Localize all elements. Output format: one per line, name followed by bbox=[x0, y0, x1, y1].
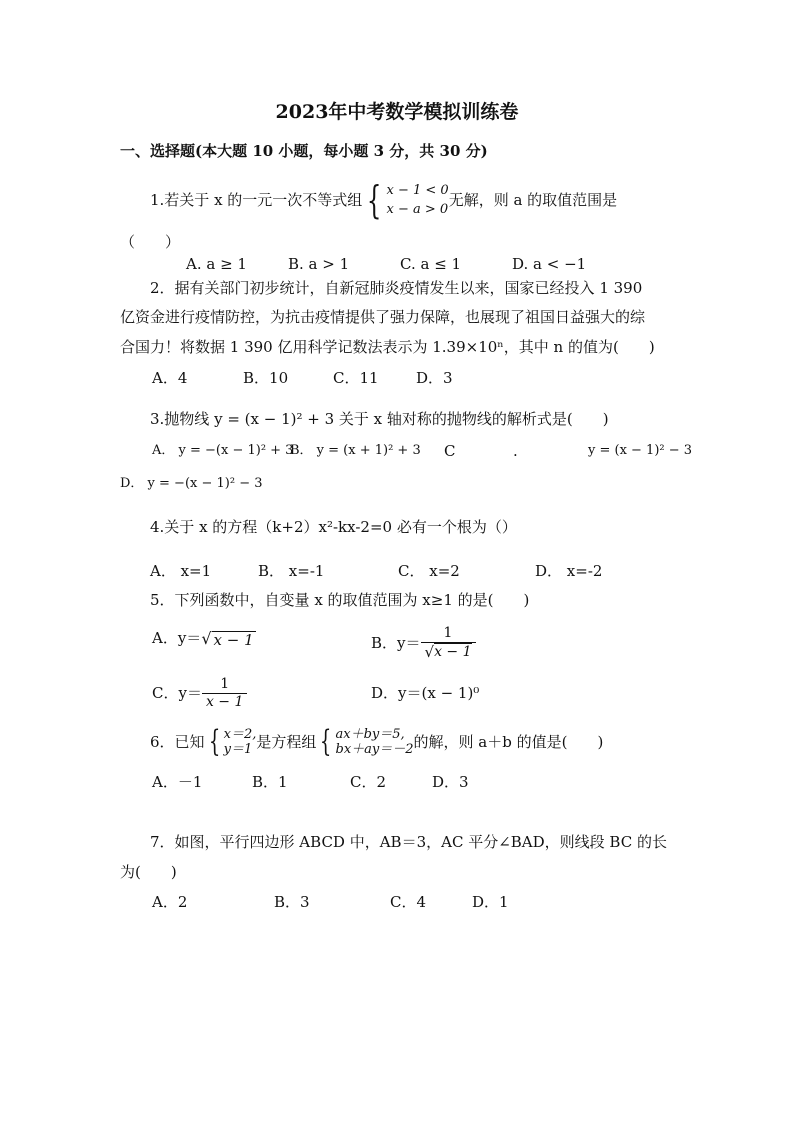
q5-option-d[interactable]: D．y＝(x − 1)⁰ bbox=[371, 684, 480, 702]
q6-equation-system bbox=[316, 724, 414, 759]
q1-text-post: 无解，则 a 的取值范围是 bbox=[448, 191, 618, 209]
brace-icon: { bbox=[208, 724, 220, 759]
q6-sol-y: y＝1 bbox=[223, 742, 253, 757]
q1-option-c[interactable]: C. a ≤ 1 bbox=[400, 255, 462, 273]
q4-stem: 4.关于 x 的方程（k+2）x²-kx-2=0 必有一个根为（） bbox=[150, 518, 517, 536]
q6-option-b[interactable]: B．1 bbox=[252, 773, 288, 791]
q1-ineq-1: x − 1 < 0 bbox=[386, 183, 449, 198]
q5-a-radicand: x − 1 bbox=[213, 631, 254, 649]
q6-text-mid: 是方程组 bbox=[256, 733, 317, 751]
q7-option-b[interactable]: B．3 bbox=[274, 893, 310, 911]
q2-option-a[interactable]: A．4 bbox=[152, 369, 188, 387]
q2-line-3: 合国力！将数据 1 390 亿用科学记数法表示为 1.39×10ⁿ，其中 n 的值为( ) bbox=[120, 338, 655, 356]
q5-b-numerator: 1 bbox=[443, 625, 453, 641]
q4-option-b[interactable]: B． x=-1 bbox=[258, 562, 325, 580]
q5-b-prefix: B．y＝ bbox=[371, 634, 421, 652]
q5-a-prefix: A．y＝ bbox=[152, 629, 202, 647]
q1-option-b[interactable]: B. a > 1 bbox=[288, 255, 350, 273]
q3-stem: 3.抛物线 y = (x − 1)² + 3 关于 x 轴对称的抛物线的解析式是( ) bbox=[150, 410, 609, 428]
q2-line-2: 亿资金进行疫情防控，为抗击疫情提供了强力保障，也展现了祖国日益强大的综 bbox=[120, 308, 646, 326]
q5-option-a[interactable] bbox=[152, 628, 256, 648]
q6-option-d[interactable]: D．3 bbox=[432, 773, 469, 791]
brace-icon: { bbox=[320, 724, 332, 759]
q5-c-numerator: 1 bbox=[220, 675, 230, 692]
question-6-stem bbox=[150, 724, 603, 760]
q7-line-2: 为( ) bbox=[120, 863, 177, 881]
q6-text-post: 的解，则 a＋b 的值是( ) bbox=[413, 733, 604, 751]
q6-option-a[interactable]: A．－1 bbox=[152, 773, 203, 791]
q5-option-b[interactable] bbox=[371, 622, 476, 664]
q1-option-d[interactable]: D. a < −1 bbox=[512, 255, 587, 273]
q1-answer-paren: （ ） bbox=[120, 233, 181, 251]
q7-option-c[interactable]: C．4 bbox=[390, 893, 427, 911]
q6-eq-1: ax＋by＝5, bbox=[335, 727, 405, 742]
q1-option-a[interactable]: A. a ≥ 1 bbox=[186, 255, 247, 273]
q7-option-a[interactable]: A．2 bbox=[152, 893, 188, 911]
q6-eq-2: bx＋ay＝－2 bbox=[335, 742, 414, 757]
q6-text-pre: 6．已知 bbox=[150, 733, 205, 751]
radical-icon: √ bbox=[424, 643, 435, 661]
q4-option-d[interactable]: D． x=-2 bbox=[535, 562, 603, 580]
q5-b-radicand: x − 1 bbox=[434, 644, 472, 660]
page-title: 2023年中考数学模拟训练卷 bbox=[275, 101, 519, 123]
q7-option-d[interactable]: D．1 bbox=[472, 893, 509, 911]
q2-option-d[interactable]: D．3 bbox=[416, 369, 453, 387]
q7-line-1: 7．如图，平行四边形 ABCD 中，AB＝3，AC 平分∠BAD，则线段 BC 的长 bbox=[150, 833, 667, 851]
q3-option-b[interactable]: B． y = (x + 1)² + 3 bbox=[290, 443, 421, 458]
section-heading: 一、选择题(本大题 10 小题，每小题 3 分，共 30 分) bbox=[120, 142, 488, 160]
q2-option-b[interactable]: B．10 bbox=[243, 369, 289, 387]
q2-option-c[interactable]: C．11 bbox=[333, 369, 379, 387]
q1-inequality-system bbox=[362, 178, 449, 222]
q3-option-a[interactable]: A． y = −(x − 1)² + 3 bbox=[152, 443, 294, 458]
q4-option-a[interactable]: A． x=1 bbox=[150, 562, 212, 580]
q6-option-c[interactable]: C．2 bbox=[350, 773, 387, 791]
q5-option-c[interactable] bbox=[152, 672, 247, 714]
q3-option-c-answer[interactable]: y = (x − 1)² − 3 bbox=[588, 443, 693, 458]
q5-c-prefix: C．y＝ bbox=[152, 684, 202, 702]
q1-text-pre: 1.若关于 x 的一元一次不等式组 bbox=[150, 191, 363, 209]
q2-line-1: 2．据有关部门初步统计，自新冠肺炎疫情发生以来，国家已经投入 1 390 bbox=[150, 279, 643, 297]
q5-stem: 5．下列函数中，自变量 x 的取值范围为 x≥1 的是( ) bbox=[150, 591, 530, 609]
q5-c-denominator: x − 1 bbox=[202, 693, 247, 711]
q3-option-c-dot: . bbox=[513, 442, 518, 460]
q3-option-c-label[interactable]: C bbox=[444, 442, 456, 460]
q6-sol-x: x＝2, bbox=[223, 727, 257, 742]
q4-option-c[interactable]: C． x=2 bbox=[398, 562, 460, 580]
q3-option-d[interactable]: D． y = −(x − 1)² − 3 bbox=[120, 476, 263, 491]
brace-icon: { bbox=[367, 178, 382, 222]
radical-icon: √ x − 1 bbox=[201, 629, 254, 649]
q6-solution-system bbox=[205, 724, 257, 759]
q1-ineq-2: x − a > 0 bbox=[386, 202, 449, 217]
question-1-stem bbox=[150, 178, 617, 222]
